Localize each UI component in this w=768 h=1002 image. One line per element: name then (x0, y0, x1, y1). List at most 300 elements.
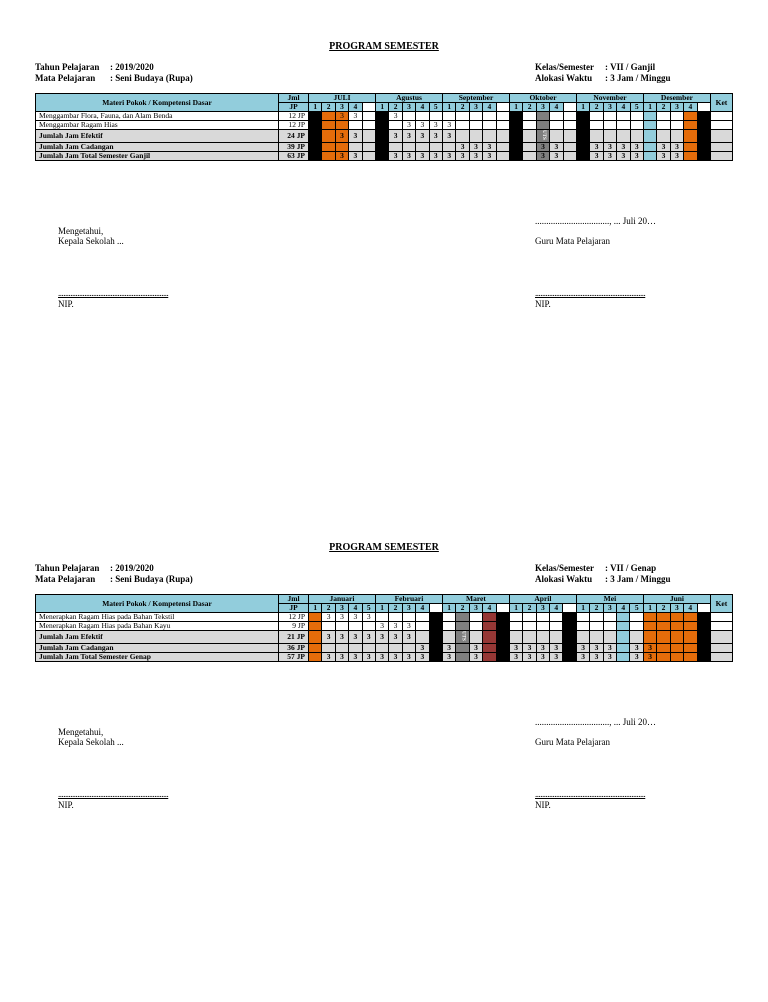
week-cell (590, 121, 603, 130)
week-cell: 3 (349, 613, 362, 622)
week-cell (523, 142, 536, 151)
week-cell (469, 130, 482, 143)
week-header: 4 (349, 103, 362, 112)
week-header: 4 (483, 103, 496, 112)
week-cell (429, 622, 442, 631)
week-cell (697, 631, 710, 644)
month-header: November (576, 94, 643, 103)
week-cell (617, 130, 630, 143)
table-row (36, 130, 733, 143)
week-cell (630, 613, 643, 622)
week-cell (375, 643, 388, 652)
ket-cell (710, 151, 732, 160)
week-cell (416, 622, 429, 631)
week-cell (684, 151, 697, 160)
week-cell (402, 613, 415, 622)
week-cell (523, 613, 536, 622)
week-cell (456, 121, 469, 130)
week-header: 3 (402, 103, 415, 112)
kelas-label: Kelas/Semester (535, 62, 594, 72)
week-cell: 3 (375, 631, 388, 644)
week-cell: 3 (349, 112, 362, 121)
week-cell (456, 631, 469, 644)
week-cell: 3 (335, 631, 348, 644)
week-header (697, 604, 710, 613)
week-cell (509, 112, 522, 121)
week-cell (429, 652, 442, 661)
jml-header: Jml (279, 94, 309, 103)
week-cell: 3 (590, 652, 603, 661)
table-row (36, 622, 733, 631)
week-header: 4 (416, 604, 429, 613)
week-cell (617, 112, 630, 121)
week-cell: 3 (416, 121, 429, 130)
week-cell (309, 142, 322, 151)
ket-cell (710, 121, 732, 130)
week-cell (389, 121, 402, 130)
week-cell: 3 (590, 643, 603, 652)
week-header: 3 (469, 604, 482, 613)
week-cell (483, 631, 496, 644)
week-cell: 3 (389, 652, 402, 661)
week-cell (563, 631, 576, 644)
week-cell (657, 643, 670, 652)
week-cell (550, 622, 563, 631)
week-cell (523, 121, 536, 130)
week-cell (684, 130, 697, 143)
ket-cell (710, 631, 732, 644)
week-cell (335, 121, 348, 130)
week-cell (322, 121, 335, 130)
week-cell: 3 (335, 112, 348, 121)
week-cell: 3 (335, 130, 348, 143)
week-cell: 3 (402, 121, 415, 130)
week-cell (322, 112, 335, 121)
week-header: 3 (603, 103, 616, 112)
page-title: PROGRAM SEMESTER (329, 41, 439, 52)
week-cell (617, 121, 630, 130)
month-header: Mei (576, 595, 643, 604)
week-cell: 3 (617, 151, 630, 160)
week-cell (576, 622, 589, 631)
week-cell (469, 121, 482, 130)
week-cell (496, 622, 509, 631)
week-cell (389, 643, 402, 652)
week-cell (335, 142, 348, 151)
week-cell (657, 622, 670, 631)
week-cell (657, 112, 670, 121)
week-cell: 3 (416, 643, 429, 652)
week-cell: 3 (536, 151, 549, 160)
week-cell (309, 643, 322, 652)
month-header: Maret (442, 595, 509, 604)
week-cell (429, 613, 442, 622)
week-cell (509, 613, 522, 622)
date-line-2: ................................., ... Juli 20… (535, 717, 657, 727)
week-header: 2 (523, 604, 536, 613)
week-cell (335, 643, 348, 652)
week-cell (523, 130, 536, 143)
week-cell (576, 631, 589, 644)
tahun-value: : 2019/2020 (110, 563, 154, 573)
week-cell: 3 (416, 130, 429, 143)
kepala-sekolah-text: Kepala Sekolah ... (58, 236, 124, 246)
week-cell (349, 643, 362, 652)
week-cell (496, 652, 509, 661)
month-header: Desember (643, 94, 710, 103)
week-cell (469, 631, 482, 644)
week-cell: 3 (362, 613, 375, 622)
week-cell (376, 121, 389, 130)
materi-cell: Jumlah Jam Efektif (36, 130, 279, 143)
week-cell (643, 130, 656, 143)
week-cell (563, 112, 576, 121)
week-cell: 3 (349, 631, 362, 644)
week-cell (309, 622, 322, 631)
week-cell (697, 121, 710, 130)
week-cell (657, 121, 670, 130)
week-cell: 3 (375, 622, 388, 631)
week-cell (349, 121, 362, 130)
jp-cell: 39 JP (279, 142, 309, 151)
week-cell (309, 613, 322, 622)
week-cell (509, 631, 522, 644)
week-header: 2 (657, 604, 670, 613)
week-cell (496, 121, 509, 130)
week-cell: 3 (603, 151, 616, 160)
week-cell (657, 613, 670, 622)
nip-left-2: NIP. (58, 800, 74, 810)
week-cell (443, 112, 456, 121)
nip-left: NIP. (58, 299, 74, 309)
week-cell: 3 (643, 643, 656, 652)
week-cell: 3 (375, 652, 388, 661)
week-cell (362, 151, 375, 160)
table-row (36, 631, 733, 644)
week-cell (509, 622, 522, 631)
jml-header: Jml (279, 595, 309, 604)
week-cell (429, 631, 442, 644)
week-header: 2 (456, 604, 469, 613)
week-cell (375, 613, 388, 622)
month-header: Agustus (376, 94, 443, 103)
week-cell (402, 142, 415, 151)
week-cell (590, 613, 603, 622)
week-cell (643, 151, 656, 160)
week-header: 4 (550, 103, 563, 112)
week-cell: 3 (657, 151, 670, 160)
week-cell (335, 622, 348, 631)
kelas-label: Kelas/Semester (535, 563, 594, 573)
week-header: 1 (509, 103, 522, 112)
alokasi-label: Alokasi Waktu (535, 73, 593, 83)
week-cell: 3 (630, 151, 643, 160)
week-cell (483, 121, 496, 130)
week-header: 1 (442, 604, 455, 613)
week-cell: 3 (630, 142, 643, 151)
week-cell (416, 613, 429, 622)
alokasi-label: Alokasi Waktu (535, 574, 593, 584)
mengetahui-text: Mengetahui, (58, 226, 104, 236)
week-cell: 3 (590, 151, 603, 160)
week-cell: 3 (429, 121, 442, 130)
ket-cell (710, 652, 732, 661)
week-cell (657, 652, 670, 661)
week-header: 2 (456, 103, 469, 112)
week-cell (456, 652, 469, 661)
week-cell (590, 631, 603, 644)
week-header (697, 103, 710, 112)
week-cell (684, 121, 697, 130)
date-line: ................................., ... Juli 20… (535, 216, 657, 226)
week-cell (389, 613, 402, 622)
week-cell (603, 121, 616, 130)
week-cell: 3 (576, 142, 589, 151)
week-cell (670, 631, 683, 644)
tahun-label: Tahun Pelajaran (35, 62, 100, 72)
week-cell (563, 151, 576, 160)
week-cell (563, 643, 576, 652)
mapel-value: : Seni Budaya (Rupa) (110, 73, 193, 83)
week-cell: 3 (402, 151, 415, 160)
week-cell (630, 112, 643, 121)
week-cell (322, 151, 335, 160)
week-header: 1 (509, 604, 522, 613)
week-cell (617, 613, 630, 622)
month-header: Juni (643, 595, 710, 604)
week-cell (322, 130, 335, 143)
week-cell: 3 (402, 622, 415, 631)
week-cell: 3 (630, 643, 643, 652)
week-cell (362, 130, 375, 143)
week-cell (416, 142, 429, 151)
week-cell: 3 (670, 151, 683, 160)
week-header (563, 604, 576, 613)
week-cell (523, 622, 536, 631)
week-header: 4 (684, 604, 697, 613)
week-cell (630, 631, 643, 644)
week-cell (630, 622, 643, 631)
week-cell (536, 613, 549, 622)
week-cell (362, 112, 375, 121)
week-header: 3 (670, 604, 683, 613)
month-header: Oktober (509, 94, 576, 103)
week-cell: 3 (643, 652, 656, 661)
week-cell: 3 (550, 142, 563, 151)
week-cell (670, 112, 683, 121)
week-cell (697, 643, 710, 652)
week-header: 4 (617, 604, 630, 613)
week-cell: 3 (443, 151, 456, 160)
week-cell: 3 (550, 151, 563, 160)
kelas-value: : VII / Genap (605, 563, 657, 573)
info-left-2 (35, 563, 193, 585)
week-header: 1 (643, 103, 656, 112)
week-cell (617, 643, 630, 652)
kepala-sekolah-text-2: Kepala Sekolah ... (58, 737, 124, 747)
week-header: 3 (670, 103, 683, 112)
guru-text: Guru Mata Pelajaran (535, 236, 610, 246)
week-cell (630, 121, 643, 130)
table-row (36, 112, 733, 121)
week-cell (563, 652, 576, 661)
week-cell (617, 652, 630, 661)
week-cell (550, 112, 563, 121)
mengetahui-text-2: Mengetahui, (58, 727, 104, 737)
week-cell: 3 (590, 142, 603, 151)
week-cell (536, 121, 549, 130)
week-cell: 3 (550, 652, 563, 661)
week-cell (563, 142, 576, 151)
week-cell (630, 130, 643, 143)
week-header (496, 103, 509, 112)
week-cell (603, 130, 616, 143)
week-cell (697, 151, 710, 160)
week-cell (536, 130, 549, 143)
week-cell (563, 613, 576, 622)
week-cell (697, 142, 710, 151)
month-header: JULI (309, 94, 376, 103)
week-cell (550, 121, 563, 130)
week-cell (483, 112, 496, 121)
week-header: 2 (657, 103, 670, 112)
week-cell: 3 (536, 142, 549, 151)
week-cell (456, 112, 469, 121)
week-header: 2 (322, 103, 335, 112)
week-header: 1 (643, 604, 656, 613)
week-cell: 3 (509, 142, 522, 151)
materi-cell: Jumlah Jam Cadangan (36, 142, 279, 151)
week-cell (496, 631, 509, 644)
week-cell: 3 (322, 613, 335, 622)
page-title-2: PROGRAM SEMESTER (329, 542, 439, 553)
week-cell (523, 151, 536, 160)
week-cell: 3 (469, 142, 482, 151)
program-semester-table (35, 93, 733, 161)
week-cell (309, 121, 322, 130)
week-cell (670, 643, 683, 652)
jp-header: JP (279, 103, 309, 112)
week-header: 4 (684, 103, 697, 112)
week-header: 4 (483, 604, 496, 613)
week-cell: 3 (402, 652, 415, 661)
week-header: 1 (443, 103, 456, 112)
materi-cell: Jumlah Jam Efektif (36, 631, 279, 644)
week-cell (684, 631, 697, 644)
week-cell (563, 622, 576, 631)
week-cell: 3 (335, 151, 348, 160)
info-right (535, 62, 671, 84)
week-cell (523, 631, 536, 644)
week-cell (697, 652, 710, 661)
week-cell (322, 622, 335, 631)
week-cell (389, 142, 402, 151)
info-left (35, 62, 193, 84)
week-cell (509, 121, 522, 130)
week-cell: 3 (509, 652, 522, 661)
week-cell (456, 643, 469, 652)
week-cell: 3 (389, 112, 402, 121)
signature-line-left: ............................................................... (58, 288, 169, 298)
week-cell (550, 631, 563, 644)
signature-line-right-2: ............................................................... (535, 789, 646, 799)
week-cell (590, 112, 603, 121)
week-cell (670, 652, 683, 661)
week-header: 5 (630, 103, 643, 112)
week-cell: 3 (657, 142, 670, 151)
week-cell (550, 130, 563, 143)
week-cell: 3 (429, 151, 442, 160)
week-cell: 3 (389, 151, 402, 160)
week-cell: 3 (442, 652, 455, 661)
ket-header: Ket (710, 94, 732, 112)
week-cell (496, 130, 509, 143)
week-cell (456, 613, 469, 622)
jp-cell: 24 JP (279, 130, 309, 143)
ket-cell (710, 142, 732, 151)
week-header: 1 (309, 103, 322, 112)
week-cell (603, 631, 616, 644)
week-cell (697, 112, 710, 121)
week-cell (483, 652, 496, 661)
week-cell (309, 652, 322, 661)
week-cell: 3 (617, 142, 630, 151)
tahun-value: : 2019/2020 (110, 62, 154, 72)
signature-line-right: ............................................................... (535, 288, 646, 298)
week-cell: 3 (442, 643, 455, 652)
week-cell: 3 (483, 151, 496, 160)
week-cell (643, 142, 656, 151)
week-cell: 3 (550, 643, 563, 652)
month-header: Februari (375, 595, 442, 604)
week-cell: 3 (443, 130, 456, 143)
week-cell (362, 142, 375, 151)
week-cell (576, 112, 589, 121)
week-header (563, 103, 576, 112)
jp-cell: 12 JP (279, 613, 309, 622)
ket-cell (710, 622, 732, 631)
week-cell (362, 643, 375, 652)
week-header: 2 (389, 604, 402, 613)
jp-cell: 12 JP (279, 112, 309, 121)
week-cell (469, 622, 482, 631)
week-cell (590, 130, 603, 143)
week-header: 3 (469, 103, 482, 112)
kelas-value: : VII / Ganjil (605, 62, 656, 72)
week-header: 1 (576, 604, 589, 613)
week-cell (402, 643, 415, 652)
week-cell (496, 643, 509, 652)
week-cell: 3 (469, 643, 482, 652)
week-cell: 3 (509, 643, 522, 652)
week-header: 2 (389, 103, 402, 112)
mapel-label: Mata Pelajaran (35, 574, 96, 584)
jp-cell: 36 JP (279, 643, 309, 652)
jp-cell: 12 JP (279, 121, 309, 130)
week-cell: 3 (362, 631, 375, 644)
signature-line-left-2: ............................................................... (58, 789, 169, 799)
week-header: 3 (536, 103, 549, 112)
week-cell: 3 (469, 151, 482, 160)
week-header (496, 604, 509, 613)
week-cell (349, 142, 362, 151)
week-cell: 3 (576, 151, 589, 160)
week-cell (576, 130, 589, 143)
week-cell: 3 (416, 151, 429, 160)
week-cell: 3 (630, 652, 643, 661)
week-cell (416, 112, 429, 121)
week-cell: 3 (469, 652, 482, 661)
